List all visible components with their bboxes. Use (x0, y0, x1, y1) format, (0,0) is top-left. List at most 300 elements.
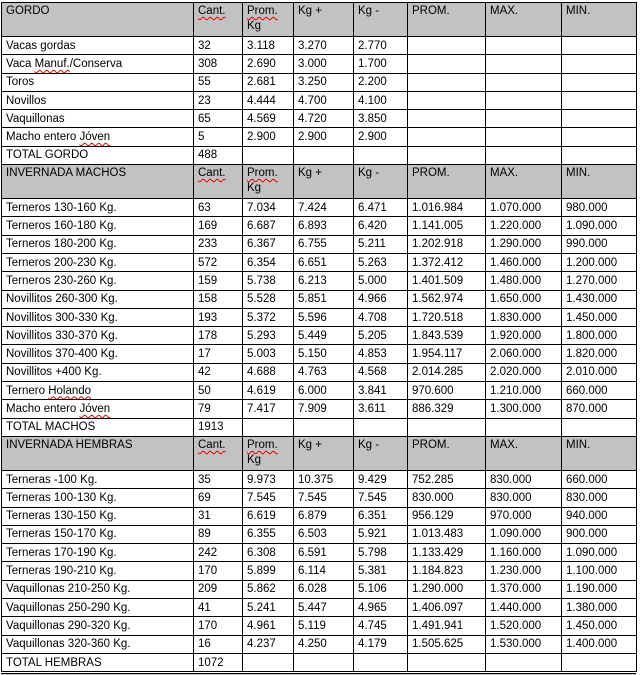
kg-plus-cell: 6.213 (294, 272, 354, 290)
cant-cell: 193 (194, 308, 243, 326)
cant-cell: 23 (194, 91, 243, 109)
category-label: Toros (6, 76, 35, 89)
category-label: Novillitos +400 Kg. (6, 366, 102, 379)
category-label: Vaca (6, 57, 35, 70)
column-header-cell (408, 165, 486, 199)
kg-plus-cell: 6.651 (294, 253, 354, 271)
min-cell: 1.090.000 (562, 217, 637, 235)
max-cell (486, 55, 562, 73)
cant-cell: 572 (194, 253, 243, 271)
empty-cell (562, 146, 637, 164)
kg-minus-cell: 5.263 (354, 253, 408, 271)
table-row (2, 507, 637, 525)
column-header-label: Kg + (298, 167, 322, 180)
column-header-label: MIN. (566, 167, 591, 180)
prom-cell: 1.372.412 (408, 253, 486, 271)
min-cell: 990.000 (562, 235, 637, 253)
total-count-cell: 1913 (194, 418, 243, 436)
prom-kg-cell: 7.417 (243, 400, 294, 418)
cant-cell: 159 (194, 272, 243, 290)
section-header-row (2, 165, 637, 199)
prom-kg-cell: 2.690 (243, 55, 294, 73)
cant-cell: 16 (194, 635, 243, 653)
kg-plus-cell: 4.700 (294, 91, 354, 109)
category-label: Macho entero (6, 131, 80, 144)
table-row (2, 599, 637, 617)
prom-cell: 1.562.974 (408, 290, 486, 308)
table-row (2, 37, 637, 55)
kg-plus-cell: 7.909 (294, 400, 354, 418)
column-header-label: PROM. (412, 167, 450, 180)
section-title: GORDO (2, 3, 194, 37)
kg-minus-cell: 5.205 (354, 327, 408, 345)
min-cell: 1.450.000 (562, 617, 637, 635)
table-row (2, 489, 637, 507)
prom-cell: 956.129 (408, 507, 486, 525)
category-label: Terneros 160-180 Kg. (6, 220, 117, 233)
min-cell: 980.000 (562, 199, 637, 217)
prom-kg-cell: 6.354 (243, 253, 294, 271)
kg-minus-cell: 5.211 (354, 235, 408, 253)
kg-plus-cell: 6.028 (294, 580, 354, 598)
category-cell (2, 110, 194, 128)
table-row (2, 128, 637, 146)
section-title: INVERNADA HEMBRAS (2, 436, 194, 470)
kg-minus-cell: 5.798 (354, 544, 408, 562)
prom-cell: 1.406.097 (408, 599, 486, 617)
category-cell (2, 235, 194, 253)
table-row (2, 272, 637, 290)
kg-plus-cell: 6.755 (294, 235, 354, 253)
category-cell (2, 382, 194, 400)
max-cell (486, 110, 562, 128)
kg-plus-cell: 6.503 (294, 525, 354, 543)
prom-cell: 1.141.005 (408, 217, 486, 235)
category-cell (2, 37, 194, 55)
column-header-label: Cant. (198, 438, 226, 451)
kg-plus-cell: 2.900 (294, 128, 354, 146)
kg-plus-cell: 6.893 (294, 217, 354, 235)
kg-plus-cell: 6.591 (294, 544, 354, 562)
prom-cell: 886.329 (408, 400, 486, 418)
category-cell (2, 272, 194, 290)
column-header-cell (243, 436, 294, 470)
empty-cell (408, 146, 486, 164)
prom-kg-cell: 5.241 (243, 599, 294, 617)
cant-cell: 41 (194, 599, 243, 617)
max-cell (486, 37, 562, 55)
max-cell: 1.480.000 (486, 272, 562, 290)
kg-plus-cell: 6.879 (294, 507, 354, 525)
category-label: Vaquillonas 250-290 Kg. (6, 601, 131, 614)
prom-kg-cell: 4.237 (243, 635, 294, 653)
total-label: TOTAL MACHOS (2, 418, 194, 436)
table-row (2, 91, 637, 109)
min-cell: 1.190.000 (562, 580, 637, 598)
prom-cell (408, 110, 486, 128)
prom-cell (408, 73, 486, 91)
min-cell (562, 110, 637, 128)
kg-minus-cell: 2.900 (354, 128, 408, 146)
min-cell: 1.380.000 (562, 599, 637, 617)
column-header-cell (562, 165, 637, 199)
column-header-label: Kg - (358, 167, 380, 180)
empty-cell (294, 653, 354, 671)
min-cell: 1.090.000 (562, 544, 637, 562)
kg-minus-cell: 5.921 (354, 525, 408, 543)
kg-minus-cell: 5.000 (354, 272, 408, 290)
column-header-cell (294, 3, 354, 37)
category-cell (2, 308, 194, 326)
section-header-row (2, 3, 637, 37)
cant-cell: 63 (194, 199, 243, 217)
column-header-label: MAX. (490, 167, 519, 180)
cant-cell: 55 (194, 73, 243, 91)
min-cell: 1.270.000 (562, 272, 637, 290)
table-row (2, 617, 637, 635)
kg-minus-cell: 4.568 (354, 363, 408, 381)
column-header-cell (486, 165, 562, 199)
table-row (2, 525, 637, 543)
category-cell (2, 128, 194, 146)
kg-plus-cell: 5.449 (294, 327, 354, 345)
category-label: Terneros 180-200 Kg. (6, 238, 117, 251)
total-row (2, 653, 637, 671)
column-header-label: MIN. (566, 438, 591, 451)
category-cell (2, 91, 194, 109)
table-row (2, 382, 637, 400)
kg-plus-cell: 6.000 (294, 382, 354, 400)
category-label: Macho entero (6, 402, 80, 415)
table-row (2, 635, 637, 653)
column-header-label: Kg + (298, 438, 322, 451)
kg-minus-cell: 4.179 (354, 635, 408, 653)
table-row (2, 290, 637, 308)
prom-cell: 970.600 (408, 382, 486, 400)
empty-cell (294, 418, 354, 436)
min-cell: 1.100.000 (562, 562, 637, 580)
category-cell (2, 290, 194, 308)
prom-kg-cell: 6.367 (243, 235, 294, 253)
empty-cell (243, 653, 294, 671)
column-header-label: Cant. (198, 167, 226, 180)
category-label-misspelled: Holando (48, 384, 92, 397)
empty-cell (486, 418, 562, 436)
column-header-cell (562, 3, 637, 37)
category-cell (2, 253, 194, 271)
min-cell (562, 73, 637, 91)
category-label: Terneros 230-260 Kg. (6, 274, 117, 287)
max-cell: 1.070.000 (486, 199, 562, 217)
cant-cell: 170 (194, 562, 243, 580)
category-cell (2, 327, 194, 345)
cant-cell: 79 (194, 400, 243, 418)
prom-kg-cell: 4.569 (243, 110, 294, 128)
kg-minus-cell: 2.200 (354, 73, 408, 91)
column-header-label: Cant. (198, 5, 226, 17)
prom-cell: 1.401.509 (408, 272, 486, 290)
min-cell: 2.010.000 (562, 363, 637, 381)
column-header-label-line2: Kg (247, 182, 262, 195)
cant-cell: 42 (194, 363, 243, 381)
prom-cell: 1.016.984 (408, 199, 486, 217)
max-cell: 1.230.000 (486, 562, 562, 580)
max-cell: 1.220.000 (486, 217, 562, 235)
kg-minus-cell: 4.708 (354, 308, 408, 326)
table-row (2, 73, 637, 91)
kg-minus-cell: 6.351 (354, 507, 408, 525)
prom-cell: 1.505.625 (408, 635, 486, 653)
market-table (1, 2, 637, 672)
column-header-label-line2: Kg (247, 453, 262, 466)
kg-minus-cell: 4.745 (354, 617, 408, 635)
kg-plus-cell: 4.763 (294, 363, 354, 381)
prom-kg-cell: 7.545 (243, 489, 294, 507)
category-label: Novillitos 260-300 Kg. (6, 293, 118, 306)
cant-cell: 65 (194, 110, 243, 128)
prom-kg-cell: 6.687 (243, 217, 294, 235)
empty-cell (354, 146, 408, 164)
category-label: Terneras 130-150 Kg. (6, 510, 117, 523)
empty-cell (354, 653, 408, 671)
table-row (2, 327, 637, 345)
category-label: Terneros 200-230 Kg. (6, 256, 117, 269)
cant-cell: 31 (194, 507, 243, 525)
total-label: TOTAL HEMBRAS (2, 653, 194, 671)
category-cell (2, 55, 194, 73)
column-header-label: Prom. (247, 438, 278, 451)
column-header-cell (354, 3, 408, 37)
prom-cell: 1.843.539 (408, 327, 486, 345)
cant-cell: 5 (194, 128, 243, 146)
column-header-label: MIN. (566, 5, 591, 17)
max-cell: 1.920.000 (486, 327, 562, 345)
prom-kg-cell: 6.619 (243, 507, 294, 525)
total-row (2, 146, 637, 164)
prom-cell (408, 91, 486, 109)
category-cell (2, 345, 194, 363)
max-cell (486, 73, 562, 91)
category-cell (2, 525, 194, 543)
prom-cell: 2.014.285 (408, 363, 486, 381)
category-cell (2, 400, 194, 418)
table-row (2, 55, 637, 73)
max-cell: 2.060.000 (486, 345, 562, 363)
table-row (2, 110, 637, 128)
column-header-label: Kg - (358, 438, 380, 451)
section-header-row (2, 436, 637, 470)
category-cell (2, 199, 194, 217)
column-header-cell (243, 3, 294, 37)
kg-plus-cell: 5.447 (294, 599, 354, 617)
column-header-label-line2: Kg (247, 20, 262, 32)
column-header-label: MAX. (490, 5, 519, 17)
table-row (2, 253, 637, 271)
category-cell (2, 73, 194, 91)
total-row (2, 418, 637, 436)
prom-cell: 1.491.941 (408, 617, 486, 635)
empty-cell (408, 653, 486, 671)
category-cell (2, 470, 194, 488)
column-header-cell (194, 165, 243, 199)
kg-plus-cell: 6.114 (294, 562, 354, 580)
kg-minus-cell: 6.420 (354, 217, 408, 235)
max-cell: 970.000 (486, 507, 562, 525)
category-label: Terneras 150-170 Kg. (6, 528, 117, 541)
prom-kg-cell: 4.688 (243, 363, 294, 381)
min-cell: 1.450.000 (562, 308, 637, 326)
prom-kg-cell: 2.681 (243, 73, 294, 91)
category-cell (2, 544, 194, 562)
total-label: TOTAL GORDO (2, 146, 194, 164)
category-label: Novillitos 300-330 Kg. (6, 311, 118, 324)
kg-minus-cell: 4.100 (354, 91, 408, 109)
column-header-cell (354, 436, 408, 470)
column-header-cell (486, 436, 562, 470)
cant-cell: 89 (194, 525, 243, 543)
category-label: Ternero (6, 384, 49, 397)
prom-kg-cell: 7.034 (243, 199, 294, 217)
kg-plus-cell: 4.250 (294, 635, 354, 653)
prom-kg-cell: 5.293 (243, 327, 294, 345)
cant-cell: 233 (194, 235, 243, 253)
prom-cell: 1.013.483 (408, 525, 486, 543)
table-row (2, 308, 637, 326)
max-cell: 830.000 (486, 489, 562, 507)
table-row (2, 470, 637, 488)
kg-minus-cell: 3.841 (354, 382, 408, 400)
empty-cell (408, 418, 486, 436)
cant-cell: 32 (194, 37, 243, 55)
category-cell (2, 635, 194, 653)
max-cell: 1.370.000 (486, 580, 562, 598)
column-header-cell (408, 436, 486, 470)
prom-cell (408, 37, 486, 55)
column-header-cell (486, 3, 562, 37)
empty-cell (562, 418, 637, 436)
column-header-cell (243, 165, 294, 199)
prom-cell: 1.184.823 (408, 562, 486, 580)
table-row (2, 562, 637, 580)
cant-cell: 209 (194, 580, 243, 598)
prom-kg-cell: 5.899 (243, 562, 294, 580)
column-header-label: PROM. (412, 5, 450, 17)
max-cell: 2.020.000 (486, 363, 562, 381)
kg-plus-cell: 7.424 (294, 199, 354, 217)
empty-cell (486, 146, 562, 164)
prom-cell: 1.290.000 (408, 580, 486, 598)
prom-kg-cell: 2.900 (243, 128, 294, 146)
cant-cell: 169 (194, 217, 243, 235)
prom-kg-cell: 4.444 (243, 91, 294, 109)
column-header-cell (354, 165, 408, 199)
table-row (2, 580, 637, 598)
category-label: Vacas gordas (6, 39, 76, 52)
prom-kg-cell: 5.528 (243, 290, 294, 308)
column-header-label: PROM. (412, 438, 450, 451)
table-row (2, 217, 637, 235)
column-header-cell (194, 3, 243, 37)
prom-cell: 1.202.918 (408, 235, 486, 253)
category-label-misspelled: Jóven (79, 402, 111, 415)
category-cell (2, 617, 194, 635)
empty-cell (243, 146, 294, 164)
cant-cell: 158 (194, 290, 243, 308)
prom-kg-cell: 3.118 (243, 37, 294, 55)
category-cell (2, 489, 194, 507)
prom-kg-cell: 4.961 (243, 617, 294, 635)
category-label: Vaquillonas 320-360 Kg. (6, 638, 131, 651)
table-row (2, 363, 637, 381)
table-row (2, 544, 637, 562)
prom-kg-cell: 5.003 (243, 345, 294, 363)
category-label-misspelled: Manuf. (34, 57, 70, 70)
category-cell (2, 507, 194, 525)
total-count-cell: 1072 (194, 653, 243, 671)
empty-cell (562, 653, 637, 671)
max-cell: 1.830.000 (486, 308, 562, 326)
total-count-cell: 488 (194, 146, 243, 164)
kg-minus-cell: 9.429 (354, 470, 408, 488)
column-header-label: Prom. (247, 5, 278, 17)
table-row (2, 199, 637, 217)
cant-cell: 50 (194, 382, 243, 400)
cant-cell: 69 (194, 489, 243, 507)
prom-cell: 752.285 (408, 470, 486, 488)
category-label: Novillitos 330-370 Kg. (6, 329, 118, 342)
category-label: Novillitos 370-400 Kg. (6, 348, 118, 361)
kg-minus-cell: 6.471 (354, 199, 408, 217)
category-label: Vaquillonas (6, 112, 65, 125)
kg-plus-cell: 5.851 (294, 290, 354, 308)
empty-cell (354, 418, 408, 436)
prom-cell (408, 55, 486, 73)
table-row (2, 345, 637, 363)
category-label: Terneras 100-130 Kg. (6, 491, 117, 504)
max-cell (486, 91, 562, 109)
column-header-label: Kg - (358, 5, 380, 17)
kg-minus-cell: 4.966 (354, 290, 408, 308)
prom-cell: 830.000 (408, 489, 486, 507)
kg-plus-cell: 5.150 (294, 345, 354, 363)
column-header-cell (294, 165, 354, 199)
min-cell (562, 37, 637, 55)
kg-plus-cell: 4.720 (294, 110, 354, 128)
max-cell: 1.210.000 (486, 382, 562, 400)
table-row (2, 400, 637, 418)
prom-kg-cell: 9.973 (243, 470, 294, 488)
column-header-cell (562, 436, 637, 470)
min-cell: 1.820.000 (562, 345, 637, 363)
min-cell: 1.200.000 (562, 253, 637, 271)
kg-minus-cell: 7.545 (354, 489, 408, 507)
category-label: Terneras 190-210 Kg. (6, 565, 117, 578)
column-header-label: Kg + (298, 5, 322, 17)
prom-kg-cell: 5.738 (243, 272, 294, 290)
min-cell: 870.000 (562, 400, 637, 418)
kg-minus-cell: 2.770 (354, 37, 408, 55)
category-label: Novillos (6, 94, 47, 107)
category-label-misspelled: Jóven (79, 131, 111, 144)
max-cell: 1.290.000 (486, 235, 562, 253)
category-label: Terneras -100 Kg. (6, 473, 98, 486)
prom-cell: 1.133.429 (408, 544, 486, 562)
min-cell: 1.400.000 (562, 635, 637, 653)
cant-cell: 170 (194, 617, 243, 635)
prom-kg-cell: 6.355 (243, 525, 294, 543)
kg-minus-cell: 5.381 (354, 562, 408, 580)
cant-cell: 178 (194, 327, 243, 345)
